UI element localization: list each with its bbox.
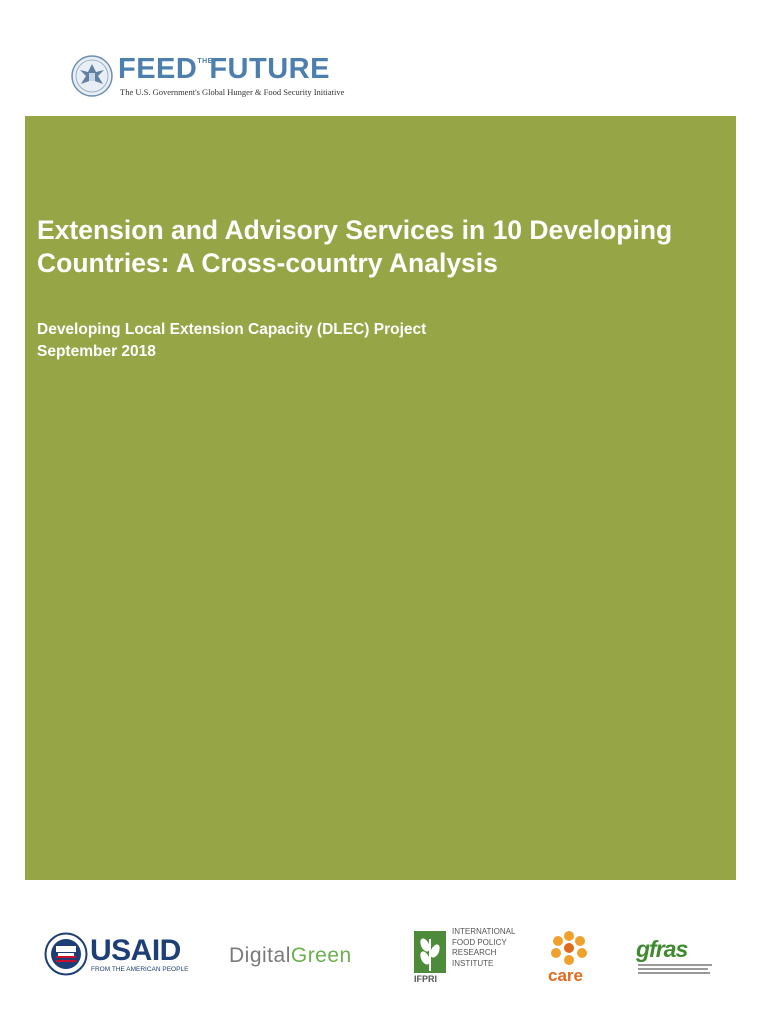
us-great-seal-icon	[70, 54, 114, 98]
project-name: Developing Local Extension Capacity (DLEC) Project	[37, 321, 427, 338]
cover-panel	[25, 116, 736, 880]
ifpri-logo	[414, 927, 526, 987]
ifpri-full-name: INTERNATIONAL FOOD POLICY RESEARCH INSTITUTE	[452, 927, 516, 968]
usaid-seal-icon	[44, 932, 88, 976]
report-subtitle	[37, 319, 426, 363]
feed-the-future-logo	[70, 52, 345, 104]
usaid-tagline: FROM THE AMERICAN PEOPLE	[91, 966, 189, 973]
care-hands-icon	[545, 930, 593, 966]
wheat-icon	[414, 931, 446, 973]
gfras-logo	[636, 936, 716, 980]
gfras-wordmark: gfras	[636, 936, 688, 962]
care-wordmark: care	[548, 966, 583, 985]
partner-logos	[0, 900, 768, 1010]
report-title: Extension and Advisory Services in 10 Developing Countries: A Cross-country Analysis	[37, 215, 673, 278]
usaid-wordmark: USAID	[90, 934, 181, 967]
feed-the-future-wordmark: FEEDTHEFUTURE	[118, 53, 330, 85]
ifpri-abbreviation: IFPRI	[414, 974, 438, 984]
care-logo	[545, 930, 593, 990]
digital-green-logo: DigitalGreen	[229, 944, 352, 967]
feed-the-future-tagline: The U.S. Government's Global Hunger & Food Security Initiative	[120, 87, 345, 97]
publication-date: September 2018	[37, 343, 156, 360]
usaid-logo	[44, 932, 194, 982]
gfras-tagline-lines	[638, 964, 712, 976]
